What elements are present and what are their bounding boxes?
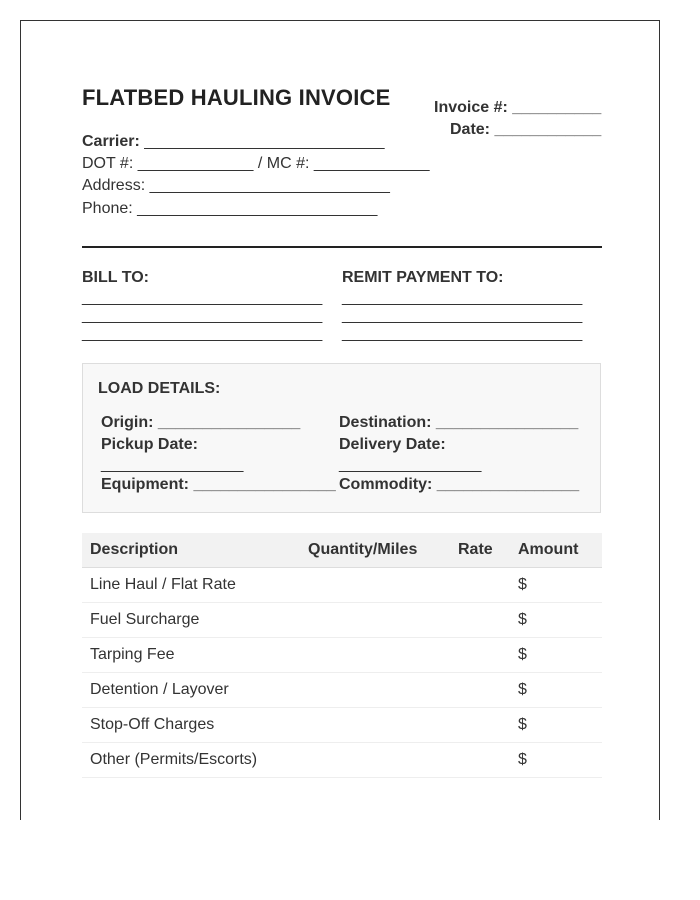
item-amount-cell[interactable]: $ (510, 638, 602, 673)
load-details-title: LOAD DETAILS: (98, 380, 221, 397)
carrier-blank: ___________________________ (139, 133, 385, 150)
header-divider (82, 246, 602, 248)
item-quantity-cell[interactable] (300, 708, 450, 743)
column-header-amount: Amount (510, 533, 602, 568)
address-field[interactable]: Address: ___________________________ (82, 177, 390, 194)
bill-to-line[interactable]: ___________________________ (82, 289, 323, 306)
item-quantity-cell[interactable] (300, 638, 450, 673)
carrier-field[interactable] (82, 133, 385, 151)
bill-to-label: BILL TO: (82, 269, 149, 286)
invoice-page (20, 20, 660, 820)
dot-mc-field[interactable]: DOT #: _____________ / MC #: _____________ (82, 155, 430, 172)
origin-field[interactable]: Origin: ________________ (101, 414, 301, 431)
item-rate-cell[interactable] (450, 568, 510, 603)
item-description: Stop-Off Charges (82, 708, 300, 743)
table-row (82, 673, 602, 708)
table-row (82, 708, 602, 743)
line-items-table (82, 533, 602, 778)
item-quantity-cell[interactable] (300, 603, 450, 638)
column-header-description: Description (82, 533, 300, 568)
item-rate-cell[interactable] (450, 638, 510, 673)
item-rate-cell[interactable] (450, 743, 510, 778)
phone-field[interactable]: Phone: ___________________________ (82, 200, 378, 217)
item-description: Line Haul / Flat Rate (82, 568, 300, 603)
item-rate-cell[interactable] (450, 603, 510, 638)
table-row (82, 638, 602, 673)
invoice-title: FLATBED HAULING INVOICE (82, 85, 391, 110)
item-amount-cell[interactable]: $ (510, 603, 602, 638)
invoice-date-field[interactable]: Date: ____________ (450, 121, 602, 138)
remit-to-label: REMIT PAYMENT TO: (342, 269, 504, 286)
column-header-rate: Rate (450, 533, 510, 568)
equipment-field[interactable]: Equipment: ________________ (101, 476, 336, 493)
item-rate-cell[interactable] (450, 673, 510, 708)
remit-to-line[interactable]: ___________________________ (342, 325, 583, 342)
bill-to-line[interactable]: ___________________________ (82, 325, 323, 342)
pickup-date-label: Pickup Date: (101, 436, 198, 453)
item-description: Other (Permits/Escorts) (82, 743, 300, 778)
item-amount-cell[interactable]: $ (510, 673, 602, 708)
table-row (82, 603, 602, 638)
item-description: Tarping Fee (82, 638, 300, 673)
destination-field[interactable]: Destination: ________________ (339, 414, 579, 431)
invoice-number-field[interactable]: Invoice #: __________ (434, 99, 602, 116)
item-quantity-cell[interactable] (300, 568, 450, 603)
item-description: Fuel Surcharge (82, 603, 300, 638)
item-quantity-cell[interactable] (300, 743, 450, 778)
remit-to-line[interactable]: ___________________________ (342, 289, 583, 306)
commodity-field[interactable]: Commodity: ________________ (339, 476, 580, 493)
bill-to-line[interactable]: ___________________________ (82, 307, 323, 324)
table-header-row (82, 533, 602, 568)
item-amount-cell[interactable]: $ (510, 708, 602, 743)
delivery-date-label: Delivery Date: (339, 436, 446, 453)
table-row (82, 743, 602, 778)
pickup-date-field[interactable]: ________________ (101, 456, 244, 473)
carrier-label: Carrier: (82, 133, 140, 150)
load-details-box (82, 363, 601, 513)
delivery-date-field[interactable]: ________________ (339, 456, 482, 473)
item-amount-cell[interactable]: $ (510, 743, 602, 778)
item-description: Detention / Layover (82, 673, 300, 708)
column-header-quantity: Quantity/Miles (300, 533, 450, 568)
item-rate-cell[interactable] (450, 708, 510, 743)
table-row (82, 568, 602, 603)
item-amount-cell[interactable]: $ (510, 568, 602, 603)
remit-to-line[interactable]: ___________________________ (342, 307, 583, 324)
item-quantity-cell[interactable] (300, 673, 450, 708)
